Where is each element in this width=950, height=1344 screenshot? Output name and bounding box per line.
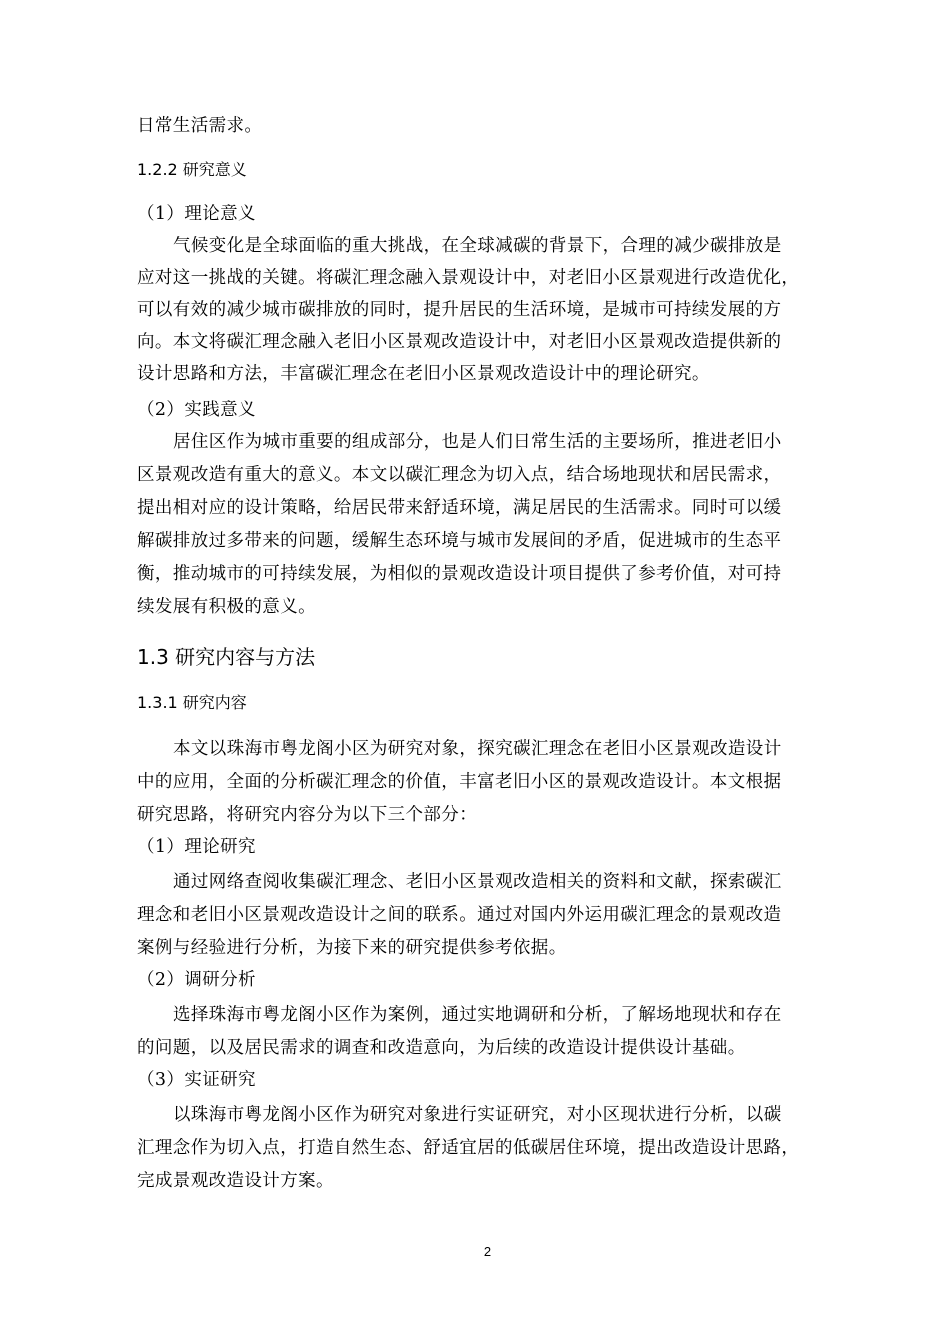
paragraph-line: 气候变化是全球面临的重大挑战，在全球减碳的背景下，合理的减少碳排放是	[173, 236, 782, 256]
heading-1-2-2: 1.2.2 研究意义	[137, 160, 247, 179]
paragraph-line: 选择珠海市粤龙阁小区作为案例，通过实地调研和分析，了解场地现状和存在	[173, 1005, 782, 1025]
heading-1-3-1: 1.3.1 研究内容	[137, 693, 247, 712]
paragraph-line: 中的应用，全面的分析碳汇理念的价值，丰富老旧小区的景观改造设计。本文根据	[137, 772, 782, 792]
heading-1-3: 1.3 研究内容与方法	[137, 645, 316, 669]
paragraph-line: 续发展有积极的意义。	[137, 597, 316, 617]
paragraph-line: 完成景观改造设计方案。	[137, 1171, 334, 1191]
paragraph-line: 解碳排放过多带来的问题，缓解生态环境与城市发展间的矛盾，促进城市的生态平	[137, 531, 782, 551]
list-item-theoretical-research: （1）理论研究	[137, 837, 256, 857]
list-item-empirical-research: （3）实证研究	[137, 1070, 256, 1090]
paragraph-line: 本文以珠海市粤龙阁小区为研究对象，探究碳汇理念在老旧小区景观改造设计	[173, 739, 782, 759]
paragraph-line: 衡，推动城市的可持续发展，为相似的景观改造设计项目提供了参考价值，对可持	[137, 564, 782, 584]
paragraph-line: 向。本文将碳汇理念融入老旧小区景观改造设计中，对老旧小区景观改造提供新的	[137, 332, 782, 352]
paragraph-line: 区景观改造有重大的意义。本文以碳汇理念为切入点，结合场地现状和居民需求，	[137, 465, 782, 485]
list-item-theoretical-significance: （1）理论意义	[137, 204, 256, 224]
paragraph-line: 以珠海市粤龙阁小区作为研究对象进行实证研究，对小区现状进行分析，以碳	[173, 1105, 782, 1125]
paragraph-line: 理念和老旧小区景观改造设计之间的联系。通过对国内外运用碳汇理念的景观改造	[137, 905, 782, 925]
paragraph-line: 设计思路和方法，丰富碳汇理念在老旧小区景观改造设计中的理论研究。	[137, 364, 710, 384]
paragraph-line: 研究思路，将研究内容分为以下三个部分：	[137, 805, 478, 825]
paragraph-line: 案例与经验进行分析，为接下来的研究提供参考依据。	[137, 938, 567, 958]
paragraph-line: 通过网络查阅收集碳汇理念、老旧小区景观改造相关的资料和文献，探索碳汇	[173, 872, 782, 892]
paragraph-line: 居住区作为城市重要的组成部分，也是人们日常生活的主要场所，推进老旧小	[173, 432, 782, 452]
paragraph-continuation: 日常生活需求。	[137, 116, 263, 136]
page-number: 2	[483, 1244, 492, 1259]
list-item-survey-analysis: （2）调研分析	[137, 970, 256, 990]
paragraph-line: 汇理念作为切入点，打造自然生态、舒适宜居的低碳居住环境，提出改造设计思路，	[137, 1138, 800, 1158]
paragraph-line: 提出相对应的设计策略，给居民带来舒适环境，满足居民的生活需求。同时可以缓	[137, 498, 782, 518]
paragraph-line: 应对这一挑战的关键。将碳汇理念融入景观设计中，对老旧小区景观进行改造优化，	[137, 268, 800, 288]
paragraph-line: 可以有效的减少城市碳排放的同时，提升居民的生活环境，是城市可持续发展的方	[137, 300, 782, 320]
list-item-practical-significance: （2）实践意义	[137, 400, 256, 420]
paragraph-line: 的问题，以及居民需求的调查和改造意向，为后续的改造设计提供设计基础。	[137, 1038, 746, 1058]
